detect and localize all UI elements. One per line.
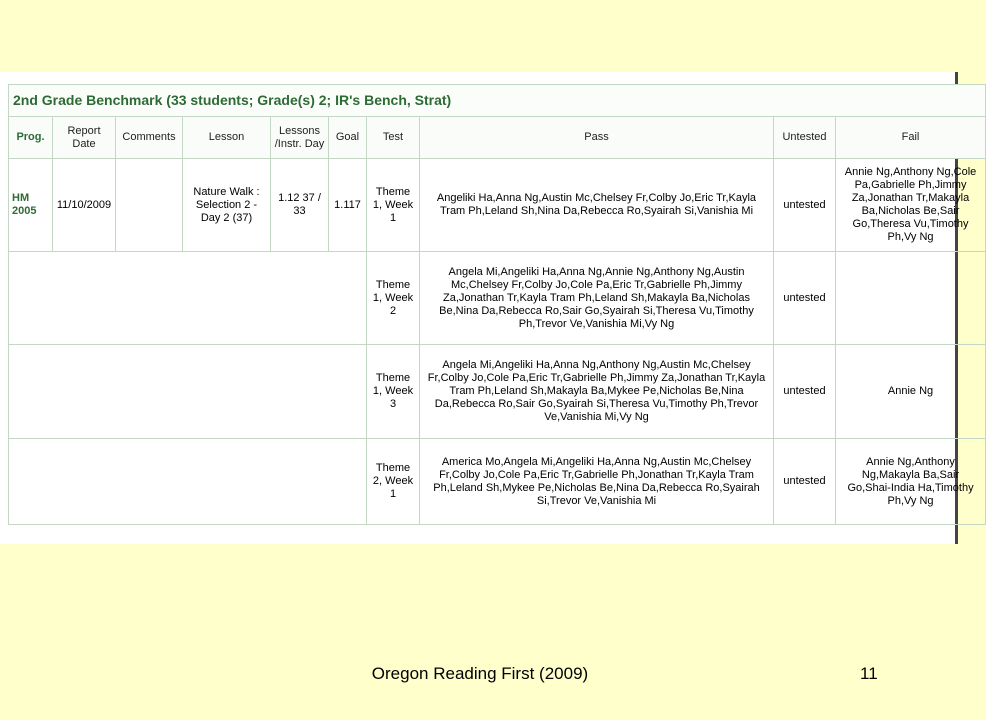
cell-comments (116, 159, 183, 252)
table-row (9, 252, 986, 345)
table-row (9, 159, 986, 252)
table-row (9, 345, 986, 439)
cell-untested: untested (774, 159, 836, 252)
cell-untested: untested (774, 252, 836, 345)
header-lessons-per-day: Lessons /Instr. Day (271, 117, 329, 159)
cell-pass: Angeliki Ha,Anna Ng,Austin Mc,Chelsey Fr,Colby Jo,Eric Tr,Kayla Tram Ph,Leland Sh,Nina Da,Rebecca Ro,Syairah Si,Vanishia Mi (420, 159, 774, 252)
benchmark-table (8, 84, 986, 525)
header-pass: Pass (420, 117, 774, 159)
cell-untested: untested (774, 345, 836, 439)
footer-title: Oregon Reading First (2009) (371, 664, 589, 683)
cell-fail (836, 252, 986, 345)
header-row (9, 117, 986, 159)
cell-pass: Angela Mi,Angeliki Ha,Anna Ng,Annie Ng,Anthony Ng,Austin Mc,Chelsey Fr,Colby Jo,Cole Pa,Eric Tr,Gabrielle Ph,Jimmy Za,Jonathan Tr,Kayla Tram Ph,Leland Sh,Makayla Ba,Nicholas Be,Nina Da,Rebecca Ro,Sair Go,Syairah Si,Theresa Vu,Timothy Ph,Trevor Ve,Vanishia Mi,Vy Ng (420, 252, 774, 345)
cell-test: Theme 1, Week 2 (367, 252, 420, 345)
cell-untested: untested (774, 439, 836, 525)
cell-empty-span (9, 345, 367, 439)
cell-empty-span (9, 252, 367, 345)
table-row (9, 439, 986, 525)
cell-lessons-per-day: 1.12 37 / 33 (271, 159, 329, 252)
header-comments: Comments (116, 117, 183, 159)
cell-empty-span (9, 439, 367, 525)
header-goal: Goal (329, 117, 367, 159)
page-number: 11 (860, 664, 878, 683)
cell-pass: Angela Mi,Angeliki Ha,Anna Ng,Anthony Ng,Austin Mc,Chelsey Fr,Colby Jo,Cole Pa,Eric Tr,Gabrielle Ph,Jimmy Za,Jonathan Tr,Kayla Tram Ph,Leland Sh,Makayla Ba,Mykee Pe,Nicholas Be,Nina Da,Rebecca Ro,Sair Go,Syairah Si,Theresa Vu,Timothy Ph,Trevor Ve,Vanishia Mi,Vy Ng (420, 345, 774, 439)
cell-prog: HM 2005 (9, 159, 53, 252)
header-prog: Prog. (9, 117, 53, 159)
cell-goal: 1.117 (329, 159, 367, 252)
cell-lesson: Nature Walk : Selection 2 - Day 2 (37) (183, 159, 271, 252)
cell-test: Theme 1, Week 1 (367, 159, 420, 252)
header-test: Test (367, 117, 420, 159)
cell-test: Theme 2, Week 1 (367, 439, 420, 525)
header-lesson: Lesson (183, 117, 271, 159)
cell-fail: Annie Ng,Anthony Ng,Makayla Ba,Sair Go,Shai-India Ha,Timothy Ph,Vy Ng (836, 439, 986, 525)
cell-pass: America Mo,Angela Mi,Angeliki Ha,Anna Ng,Austin Mc,Chelsey Fr,Colby Jo,Cole Pa,Eric Tr,Gabrielle Ph,Jonathan Tr,Kayla Tram Ph,Leland Sh,Mykee Pe,Nicholas Be,Nina Da,Rebecca Ro,Syairah Si,Trevor Ve,Vanishia Mi (420, 439, 774, 525)
cell-fail: Annie Ng (836, 345, 986, 439)
cell-test: Theme 1, Week 3 (367, 345, 420, 439)
header-report-date: Report Date (53, 117, 116, 159)
table-title: 2nd Grade Benchmark (33 students; Grade(s) 2; IR's Bench, Strat) (9, 85, 986, 117)
report-panel (0, 72, 977, 544)
cell-report-date: 11/10/2009 (53, 159, 116, 252)
header-untested: Untested (774, 117, 836, 159)
header-fail: Fail (836, 117, 986, 159)
cell-fail: Annie Ng,Anthony Ng,Cole Pa,Gabrielle Ph,Jimmy Za,Jonathan Tr,Makayla Ba,Nicholas Be,Sair Go,Theresa Vu,Timothy Ph,Vy Ng (836, 159, 986, 252)
table-title-row (9, 85, 986, 117)
